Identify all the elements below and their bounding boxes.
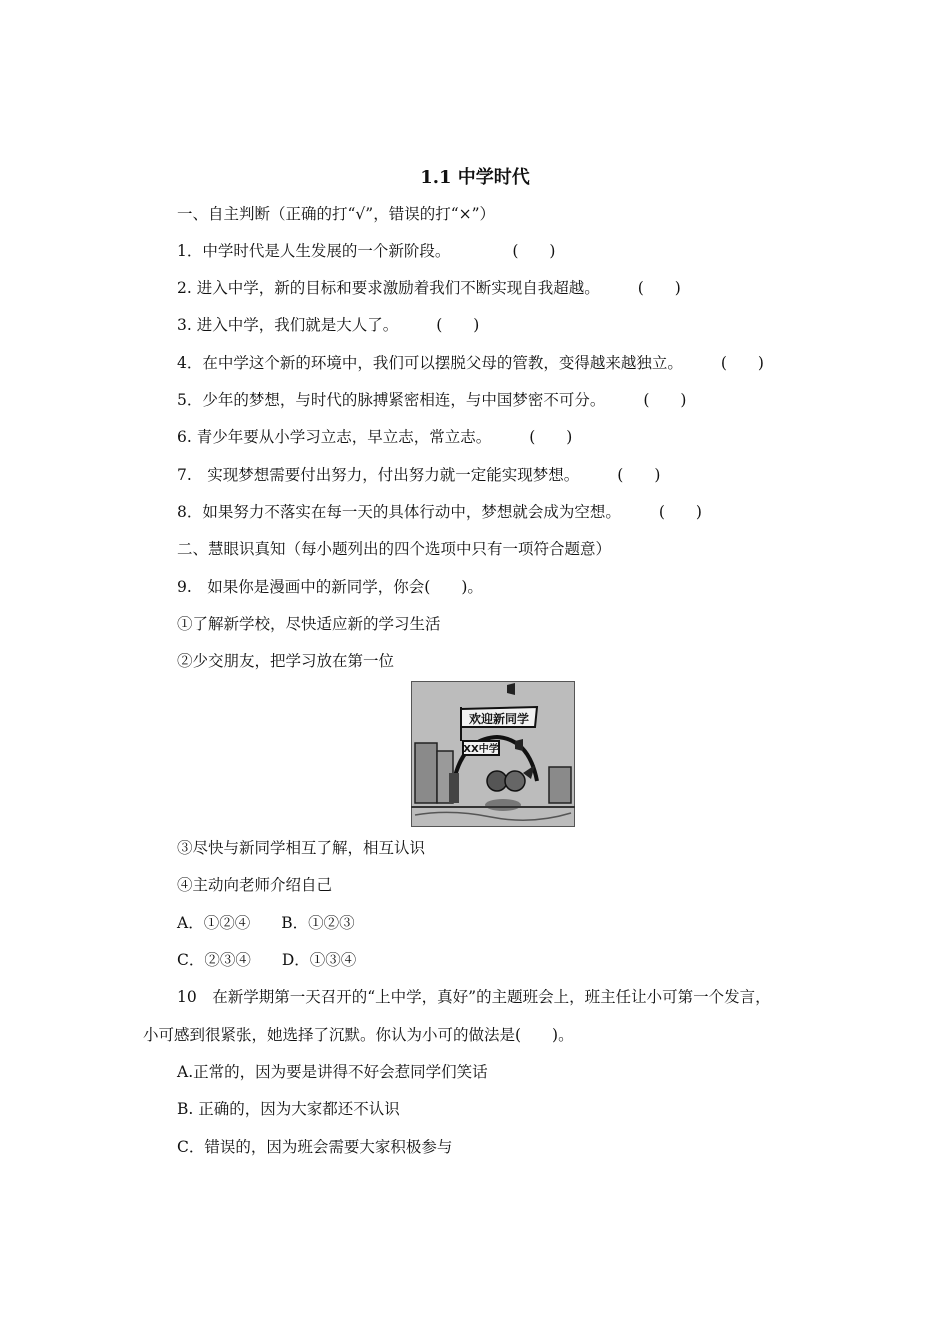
judgment-item-6 xyxy=(177,426,572,448)
q9-options-ab: A．①②④ B．①②③ xyxy=(177,914,355,932)
judgment-item-7 xyxy=(177,464,660,486)
answer-blank[interactable]: ( ) xyxy=(436,316,480,334)
cartoon-welcome-new-students xyxy=(411,681,575,827)
answer-blank[interactable]: ( ) xyxy=(658,503,702,521)
q9-statement-2: ②少交朋友，把学习放在第一位 xyxy=(177,652,395,670)
q10-option-a: A.正常的，因为要是讲得不好会惹同学们笑话 xyxy=(177,1063,488,1081)
answer-blank[interactable]: ( ) xyxy=(637,279,681,297)
item-text: 1．中学时代是人生发展的一个新阶段。 xyxy=(177,242,451,260)
page-title: 1.1 中学时代 xyxy=(420,167,530,188)
item-text: 5．少年的梦想，与时代的脉搏紧密相连，与中国梦密不可分。 xyxy=(177,391,606,409)
q9-statement-4: ④主动向老师介绍自己 xyxy=(177,876,333,894)
answer-blank[interactable]: ( ) xyxy=(512,242,556,260)
judgment-item-8 xyxy=(177,501,702,523)
judgment-item-2 xyxy=(177,277,681,299)
judgment-item-3 xyxy=(177,314,479,336)
q10-option-c: C．错误的，因为班会需要大家积极参与 xyxy=(177,1138,453,1156)
section1-heading: 一、自主判断（正确的打“√”，错误的打“×”） xyxy=(177,205,496,223)
judgment-item-4 xyxy=(177,352,764,374)
item-text: 4．在中学这个新的环境中，我们可以摆脱父母的管教，变得越来越独立。 xyxy=(177,354,683,372)
question-9-stem: 9. 如果你是漫画中的新同学，你会( )。 xyxy=(177,578,483,596)
gate-plaque-text: XX中学 xyxy=(463,744,499,755)
q9-statement-1: ①了解新学校，尽快适应新的学习生活 xyxy=(177,615,441,633)
q10-option-b: B. 正确的，因为大家都还不认识 xyxy=(177,1100,400,1118)
item-text: 2. 进入中学，新的目标和要求激励着我们不断实现自我超越。 xyxy=(177,279,600,297)
question-10-stem-line2: 小可感到很紧张，她选择了沉默。你认为小可的做法是( )。 xyxy=(143,1026,574,1044)
answer-blank[interactable]: ( ) xyxy=(720,354,764,372)
answer-blank[interactable]: ( ) xyxy=(617,466,661,484)
judgment-item-5 xyxy=(177,389,686,411)
cartoon-drawing xyxy=(411,681,575,827)
item-text: 8．如果努力不落实在每一天的具体行动中，梦想就会成为空想。 xyxy=(177,503,621,521)
welcome-banner-text: 欢迎新同学 xyxy=(468,712,530,726)
answer-blank[interactable]: ( ) xyxy=(529,428,573,446)
q9-options-cd: C．②③④ D．①③④ xyxy=(177,951,357,969)
q9-statement-3: ③尽快与新同学相互了解，相互认识 xyxy=(177,839,426,857)
item-text: 7. 实现梦想需要付出努力，付出努力就一定能实现梦想。 xyxy=(177,466,580,484)
item-text: 6. 青少年要从小学习立志，早立志，常立志。 xyxy=(177,428,492,446)
answer-blank[interactable]: ( ) xyxy=(643,391,687,409)
section2-heading: 二、慧眼识真知（每小题列出的四个选项中只有一项符合题意） xyxy=(177,540,612,558)
judgment-item-1 xyxy=(177,240,555,262)
item-text: 3. 进入中学，我们就是大人了。 xyxy=(177,316,399,334)
question-10-stem-line1: 10 在新学期第一天召开的“上中学，真好”的主题班会上，班主任让小可第一个发言， xyxy=(177,988,771,1006)
